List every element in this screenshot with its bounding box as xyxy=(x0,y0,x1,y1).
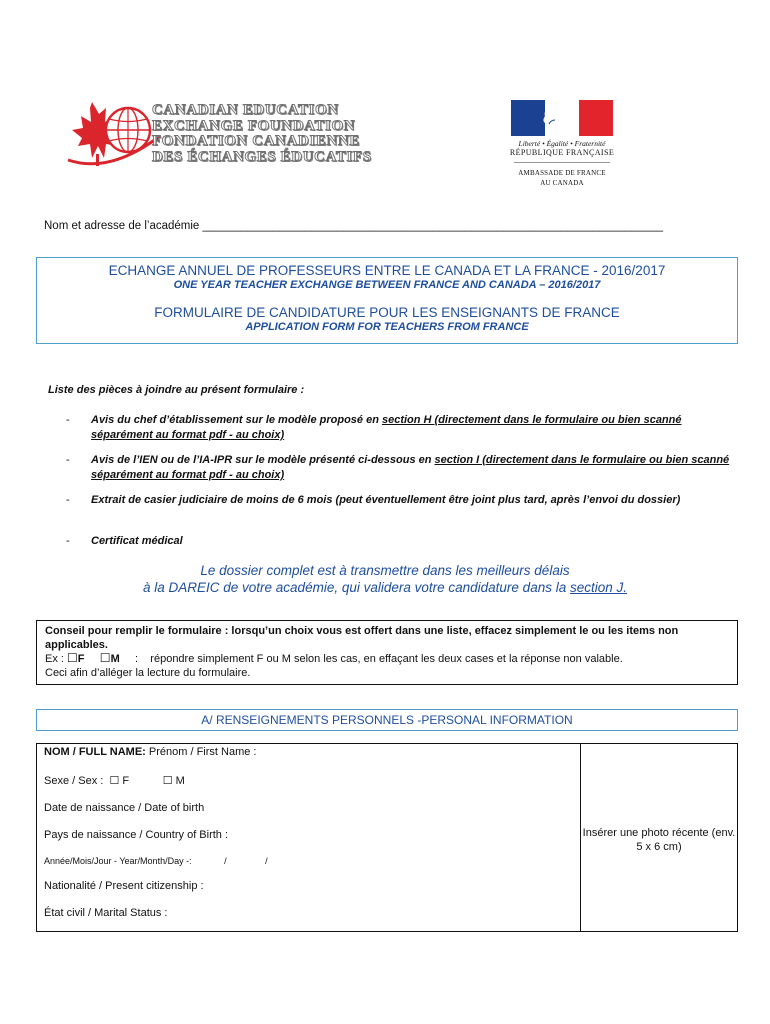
divider xyxy=(514,162,610,163)
name-label: NOM / FULL NAME: xyxy=(44,746,146,758)
exchange-title-en: ONE YEAR TEACHER EXCHANGE BETWEEN FRANCE AND CANADA – 2016/2017 xyxy=(173,279,601,291)
date-separator: / xyxy=(224,856,227,866)
section-i-link: section I (directement dans le formulaire ou bien scanné séparément au format pdf - au choix) xyxy=(91,454,730,481)
marital-status-field[interactable]: État civil / Marital Status : xyxy=(44,907,168,919)
option-m-label: M xyxy=(110,653,120,665)
section-h-link: section H (directement dans le formulaire ou bien scanné séparément au format pdf - au choix) xyxy=(91,414,682,441)
section-a-title: A/ RENSEIGNEMENTS PERSONNELS -PERSONAL INFORMATION xyxy=(36,709,738,731)
sex-field xyxy=(44,774,185,787)
item-text: Avis du chef d’établissement sur le modèle proposé en xyxy=(91,414,382,426)
list-item xyxy=(66,493,736,525)
exchange-title: ECHANGE ANNUEL DE PROFESSEURS ENTRE LE CANADA ET LA FRANCE - 2016/2017 xyxy=(108,263,666,278)
embassy-line-1: AMBASSADE DE FRANCE xyxy=(518,169,606,177)
checkbox-m-icon[interactable]: ☐ xyxy=(162,775,173,787)
french-flag-icon xyxy=(511,100,613,136)
documents-list-title: Liste des pièces à joindre au présent formulaire : xyxy=(48,384,305,396)
french-embassy-logo xyxy=(506,100,618,188)
checkbox-icon[interactable]: ☐ xyxy=(67,651,78,665)
dob-field[interactable]: Date de naissance / Date of birth xyxy=(44,802,205,814)
advice-note: Ceci afin d’alléger la lecture du formulaire. xyxy=(45,666,251,679)
submission-notice xyxy=(40,562,730,596)
list-item xyxy=(66,413,736,445)
example-label: Ex : xyxy=(45,653,64,665)
bullet-dash: - xyxy=(66,414,70,426)
advice-example: Ex : ☐F ☐M : répondre simplement F ou M selon les cas, en effaçant les deux cases et la réponse non valable. xyxy=(45,651,623,665)
bullet-dash: - xyxy=(66,454,70,466)
checkbox-icon[interactable]: ☐ xyxy=(99,651,111,665)
marianne-profile-icon xyxy=(531,102,587,134)
item-text: Certificat médical xyxy=(91,535,183,547)
advice-box xyxy=(36,620,738,685)
country-of-birth-field[interactable]: Pays de naissance / Country of Birth : xyxy=(44,829,229,841)
nationality-field[interactable]: Nationalité / Present citizenship : xyxy=(44,880,204,892)
list-item xyxy=(66,534,736,550)
embassy-line-2: AU CANADA xyxy=(540,178,584,187)
first-name-label: Prénom / First Name : xyxy=(145,746,257,758)
section-j-link: section J. xyxy=(569,580,627,595)
name-field[interactable] xyxy=(44,746,256,758)
title-box xyxy=(36,257,738,344)
example-explanation: répondre simplement F ou M selon les cas, en effaçant les deux cases et la réponse non valable. xyxy=(150,653,623,665)
maple-leaf-globe-icon xyxy=(62,96,166,170)
item-text: Avis de l’IEN ou de l’IA-IPR sur le modèle présenté ci-dessous en xyxy=(91,454,435,466)
ceef-name-line-1: CANADIAN EDUCATION xyxy=(152,102,339,118)
sex-label: Sexe / Sex : xyxy=(44,775,104,787)
bullet-dash: - xyxy=(66,535,70,547)
ceef-name-line-2: EXCHANGE FOUNDATION xyxy=(152,117,356,134)
personal-info-table xyxy=(36,743,738,932)
date-format-field[interactable] xyxy=(44,856,268,866)
ceef-name xyxy=(152,102,372,165)
date-separator: / xyxy=(265,856,268,866)
form-title: FORMULAIRE DE CANDIDATURE POUR LES ENSEIGNANTS DE FRANCE xyxy=(154,305,620,320)
academy-field[interactable]: Nom et adresse de l’académie ________________________________________________________________________ xyxy=(44,220,664,232)
option-f-label: F xyxy=(77,653,85,665)
date-format-label: Année/Mois/Jour - Year/Month/Day -: xyxy=(44,856,192,866)
french-republic-label: RÉPUBLIQUE FRANÇAISE xyxy=(509,148,615,157)
form-title-en: APPLICATION FORM FOR TEACHERS FROM FRANCE xyxy=(245,321,529,333)
sex-m-label: M xyxy=(175,775,185,787)
embassy-label xyxy=(506,169,618,188)
item-text: Extrait de casier judiciaire de moins de 6 mois (peut éventuellement être joint plus tard, après l’envoi du dossier) xyxy=(91,494,681,506)
ceef-logo xyxy=(62,96,166,170)
ceef-name-line-4: DES ÉCHANGES ÉDUCATIFS xyxy=(152,148,372,165)
notice-line-1: Le dossier complet est à transmettre dans les meilleurs délais xyxy=(200,563,570,578)
photo-placeholder[interactable]: Insérer une photo récente (env. 5 x 6 cm) xyxy=(582,827,736,853)
french-motto: Liberté • Égalité • Fraternité xyxy=(518,139,606,148)
list-item xyxy=(66,453,736,485)
bullet-dash: - xyxy=(66,494,70,506)
notice-line-2: à la DAREIC de votre académie, qui validera votre candidature dans la xyxy=(142,580,570,595)
sex-f-label: F xyxy=(122,775,130,787)
ceef-name-line-3: FONDATION CANADIENNE xyxy=(152,133,360,149)
advice-text: Conseil pour remplir le formulaire : lorsqu’un choix vous est offert dans une liste, effacez simplement le ou les items non applicables. xyxy=(45,625,679,651)
checkbox-f-icon[interactable]: ☐ xyxy=(109,775,120,787)
